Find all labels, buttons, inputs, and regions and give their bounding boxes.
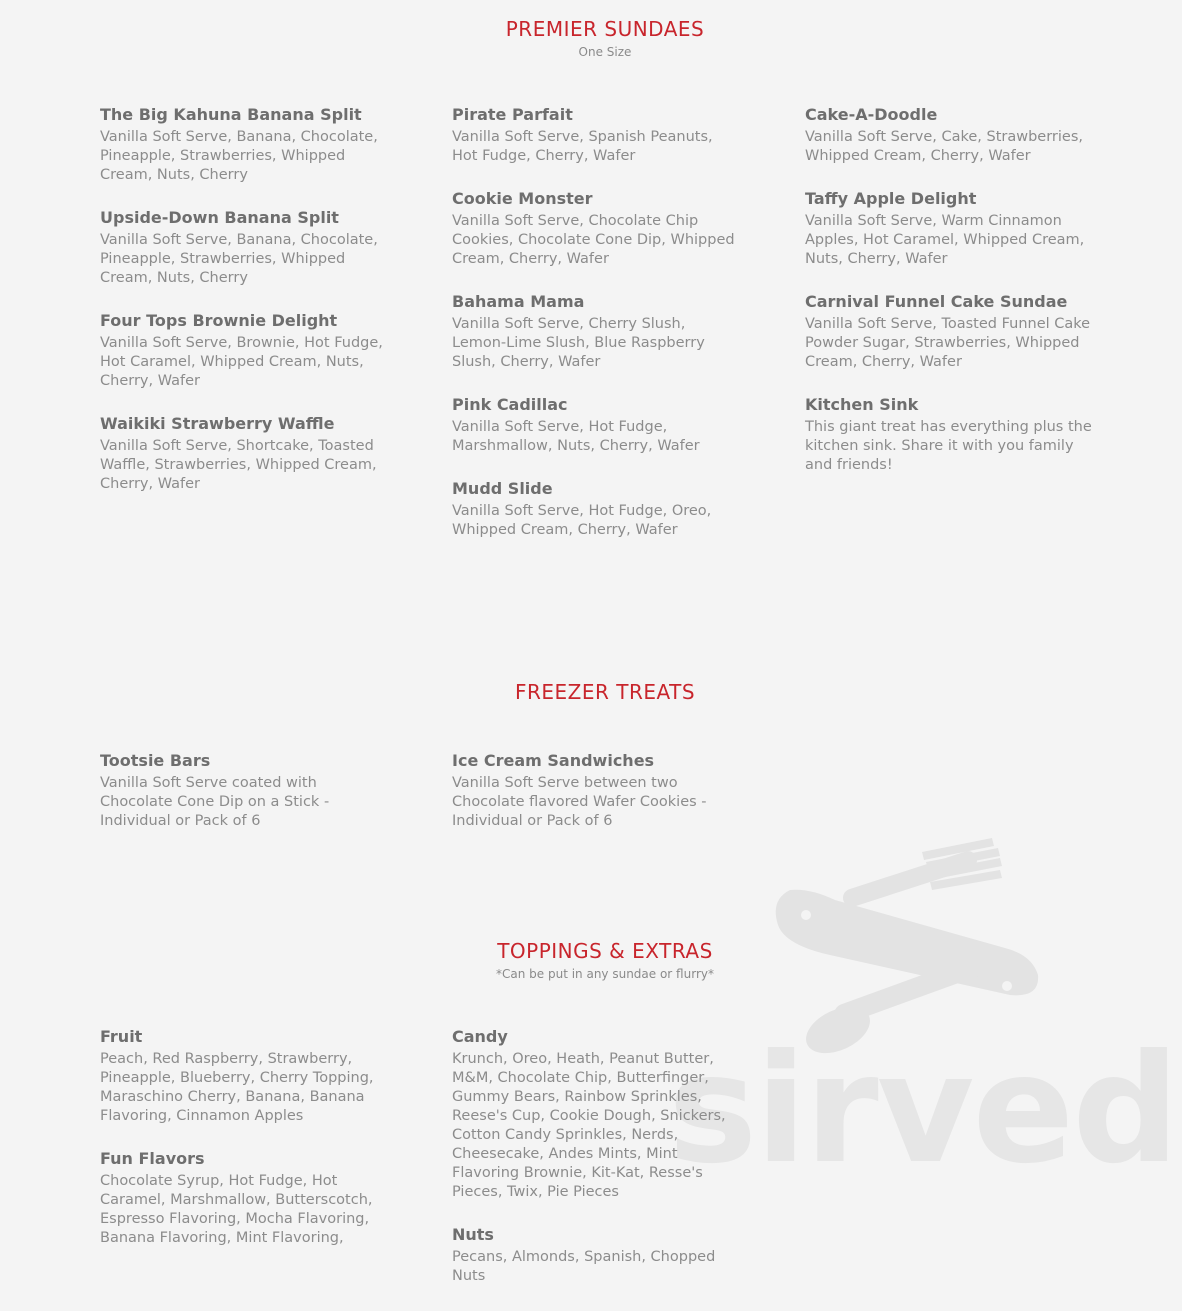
item-name: Four Tops Brownie Delight [100,311,338,330]
item-name: Fun Flavors [100,1149,205,1168]
menu-item [452,478,742,540]
menu-item [452,1224,742,1286]
watermark-text: sirved [668,1023,1178,1197]
menu-item [452,291,742,372]
item-name: Tootsie Bars [100,751,211,770]
item-description: Vanilla Soft Serve, Cake, Strawberries, Whipped Cream, Cherry, Wafer [805,129,1084,164]
section-title: FREEZER TREATS [514,680,696,704]
menu-item [100,310,390,391]
item-description: Vanilla Soft Serve, Banana, Chocolate, Pineapple, Strawberries, Whipped Cream, Nuts, Cherry [100,129,378,183]
item-description: Vanilla Soft Serve, Warm Cinnamon Apples, Hot Caramel, Whipped Cream, Nuts, Cherry, Wafer [805,213,1085,267]
item-name: Cookie Monster [452,189,593,208]
item-name: Kitchen Sink [805,395,919,414]
menu-item [805,104,1095,166]
item-name: Upside-Down Banana Split [100,208,339,227]
menu-item [100,1026,390,1126]
item-name: Bahama Mama [452,292,585,311]
item-description: This giant treat has everything plus the kitchen sink. Share it with you family and friends! [805,419,1092,473]
section-title: TOPPINGS & EXTRAS [497,939,713,963]
item-description: Vanilla Soft Serve, Spanish Peanuts, Hot Fudge, Cherry, Wafer [452,129,713,164]
item-name: The Big Kahuna Banana Split [100,105,362,124]
item-name: Taffy Apple Delight [805,189,977,208]
menu-item [805,188,1095,269]
item-name: Candy [452,1027,508,1046]
menu-item [452,104,742,166]
menu-item [805,394,1095,475]
item-description: Vanilla Soft Serve, Hot Fudge, Oreo, Whipped Cream, Cherry, Wafer [452,503,712,538]
menu-item [100,207,390,288]
menu-column-1 [100,1026,390,1270]
menu-item [100,104,390,185]
menu-item [452,188,742,269]
item-name: Pirate Parfait [452,105,573,124]
menu-column-2 [452,104,742,562]
section-subtitle: *Can be put in any sundae or flurry* [496,967,714,981]
item-description: Vanilla Soft Serve between two Chocolate flavored Wafer Cookies - Individual or Pack of 6 [452,775,707,829]
item-description: Vanilla Soft Serve, Chocolate Chip Cookies, Chocolate Cone Dip, Whipped Cream, Cherry, Wafer [452,213,735,267]
item-description: Vanilla Soft Serve, Hot Fudge, Marshmallow, Nuts, Cherry, Wafer [452,419,700,454]
item-description: Krunch, Oreo, Heath, Peanut Butter, M&M, Chocolate Chip, Butterfinger, Gummy Bears, Rainbow Sprinkles, Reese's Cup, Cookie Dough, Snickers, Cotton Candy Sprinkles, Nerds, Cheesecake, Andes Mints, Mint Flavoring Brownie, Kit-Kat, Resse's Pieces, Twix, Pie Pieces [452,1051,726,1200]
menu-column-1 [100,104,390,516]
menu-column-1 [100,750,390,853]
item-description: Vanilla Soft Serve, Shortcake, Toasted Waffle, Strawberries, Whipped Cream, Cherry, Wafer [100,438,377,492]
menu-item [452,394,742,456]
item-name: Pink Cadillac [452,395,568,414]
item-description: Vanilla Soft Serve, Brownie, Hot Fudge, Hot Caramel, Whipped Cream, Nuts, Cherry, Wafer [100,335,383,389]
item-description: Vanilla Soft Serve coated with Chocolate Cone Dip on a Stick - Individual or Pack of 6 [100,775,330,829]
menu-item [452,750,742,831]
item-name: Waikiki Strawberry Waffle [100,414,335,433]
menu-item [100,1148,390,1248]
item-description: Peach, Red Raspberry, Strawberry, Pineapple, Blueberry, Cherry Topping, Maraschino Cherry, Banana, Banana Flavoring, Cinnamon Apples [100,1051,374,1124]
item-name: Nuts [452,1225,494,1244]
item-description: Vanilla Soft Serve, Banana, Chocolate, Pineapple, Strawberries, Whipped Cream, Nuts, Cherry [100,232,378,286]
menu-column-2 [452,1026,742,1308]
item-name: Carnival Funnel Cake Sundae [805,292,1068,311]
item-description: Chocolate Syrup, Hot Fudge, Hot Caramel, Marshmallow, Butterscotch, Espresso Flavoring, Mocha Flavoring, Banana Flavoring, Mint Flavoring, [100,1173,373,1246]
item-name: Mudd Slide [452,479,553,498]
menu-item [805,291,1095,372]
item-name: Fruit [100,1027,143,1046]
item-description: Pecans, Almonds, Spanish, Chopped Nuts [452,1249,716,1284]
section-title: PREMIER SUNDAES [505,17,705,41]
item-name: Cake-A-Doodle [805,105,938,124]
menu-column-3 [805,104,1095,497]
item-name: Ice Cream Sandwiches [452,751,655,770]
section-subtitle: One Size [578,45,632,59]
menu-item [452,1026,742,1202]
menu-item [100,413,390,494]
menu-item [100,750,390,831]
item-description: Vanilla Soft Serve, Toasted Funnel Cake Powder Sugar, Strawberries, Whipped Cream, Cherry, Wafer [805,316,1091,370]
item-description: Vanilla Soft Serve, Cherry Slush, Lemon-Lime Slush, Blue Raspberry Slush, Cherry, Wafer [452,316,705,370]
